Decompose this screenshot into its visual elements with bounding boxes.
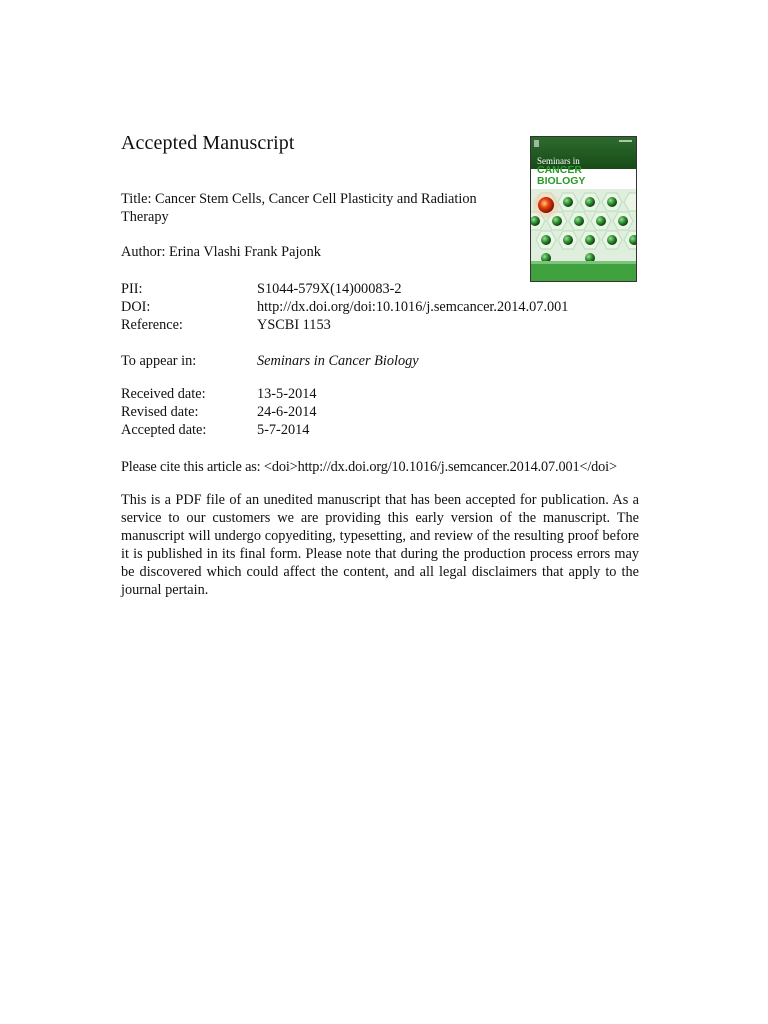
accepted-value: 5-7-2014 [257, 422, 310, 438]
received-label: Received date: [121, 386, 206, 402]
doi-value[interactable]: http://dx.doi.org/doi:10.1016/j.semcancer.2014.07.001 [257, 299, 569, 315]
received-value: 13-5-2014 [257, 386, 317, 402]
revised-value: 24-6-2014 [257, 404, 317, 420]
article-authors: Author: Erina Vlashi Frank Pajonk [121, 244, 321, 260]
pii-label: PII: [121, 281, 143, 297]
cover-journal-series: Seminars in [537, 156, 580, 166]
citation-line: Please cite this article as: <doi>http://dx.doi.org/10.1016/j.semcancer.2014.07.001</doi> [121, 459, 617, 475]
journal-cover-image [530, 136, 637, 282]
reference-label: Reference: [121, 317, 183, 333]
cover-journal-title-line2: BIOLOGY [537, 175, 586, 187]
appear-label: To appear in: [121, 353, 197, 369]
doi-label: DOI: [121, 299, 151, 315]
article-title-line1: Title: Cancer Stem Cells, Cancer Cell Plasticity and Radiation [121, 191, 477, 207]
revised-label: Revised date: [121, 404, 199, 420]
accepted-label: Accepted date: [121, 422, 207, 438]
page-heading: Accepted Manuscript [121, 132, 295, 154]
article-title [121, 190, 521, 226]
cover-journal-title-line1: CANCER [537, 164, 582, 176]
manuscript-notice: This is a PDF file of an unedited manuscript that has been accepted for publication. As a service to our customers we are providing this early version of the manuscript. The manuscript will undergo copyediting, typesetting, and review of the resulting proof before it is published in its final form. Please note that during the production process errors may be discovered which could affect the content, and all legal disclaimers that apply to the journal pertain. [121, 492, 639, 598]
journal-name: Seminars in Cancer Biology [257, 353, 419, 369]
article-title-line2: Therapy [121, 209, 169, 225]
pii-value: S1044-579X(14)00083-2 [257, 281, 402, 297]
reference-value: YSCBI 1153 [257, 317, 331, 333]
